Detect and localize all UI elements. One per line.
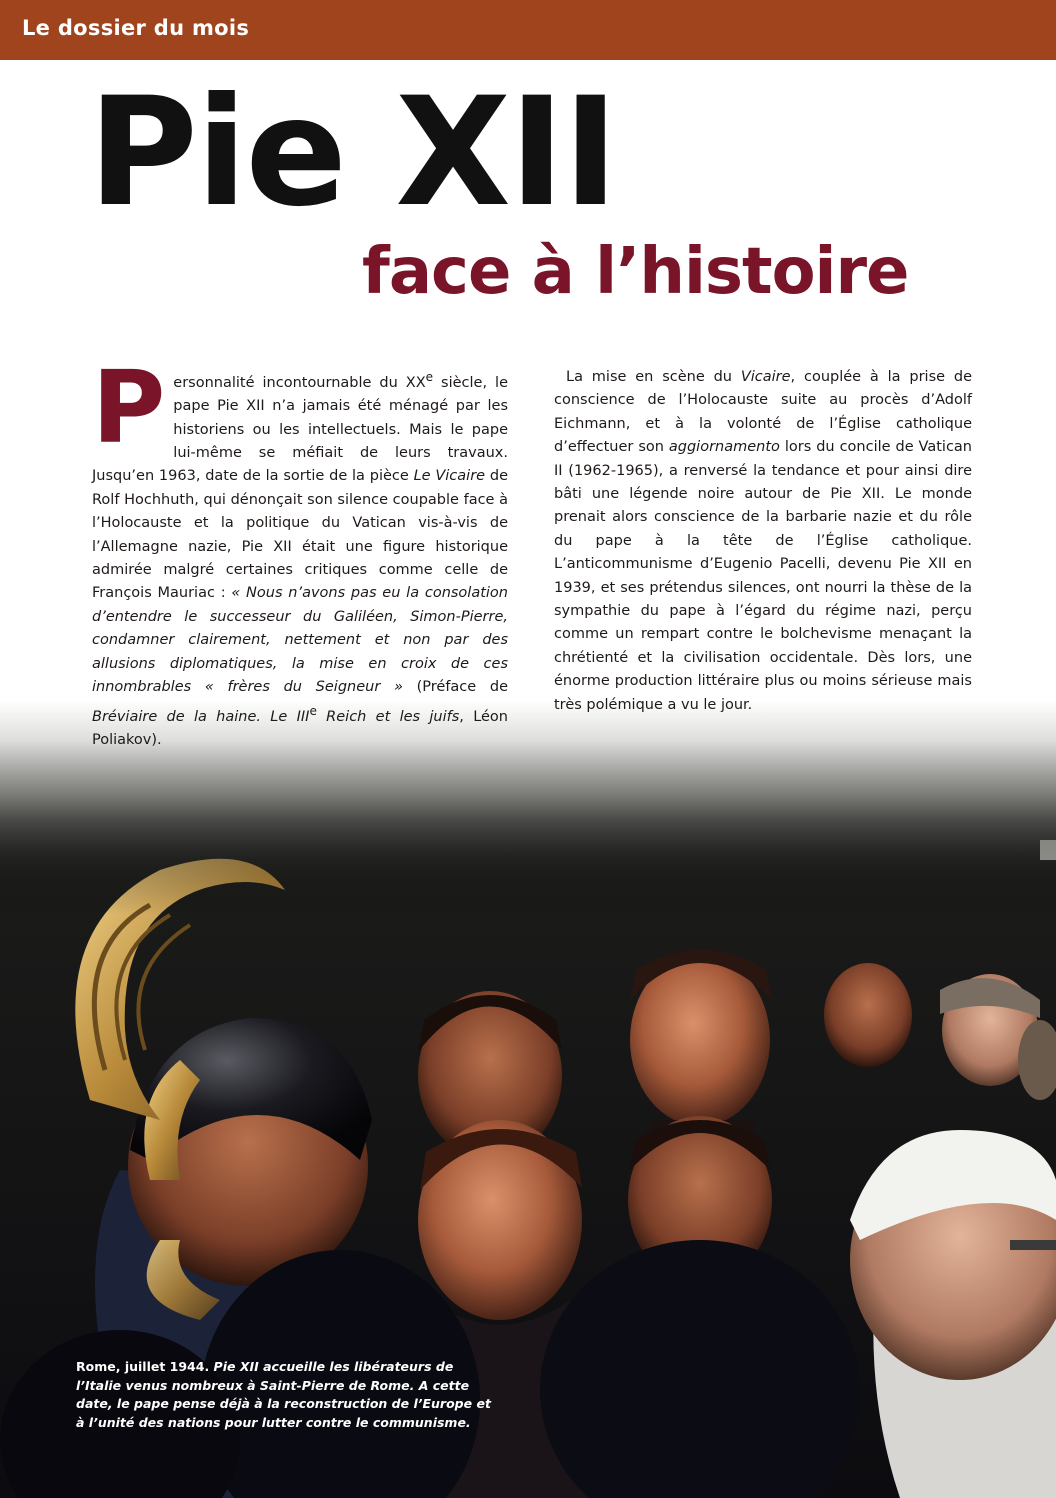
article-subtitle: face à l’histoire — [362, 235, 909, 309]
article-column-right — [554, 366, 972, 717]
photo-caption: Rome, juillet 1944. Pie XII accueille les libérateurs de l’Italie venus nombreux à Saint-Pierre de Rome. A cette date, le pape pense déjà à la reconstruction de l’Europe et à l’unité des nations pour lutter contre le communisme. — [76, 1359, 491, 1430]
article-column-left — [92, 349, 509, 752]
article-title: Pie XII — [88, 66, 617, 240]
body-paragraph: La mise en scène du Vicaire, couplée à la prise de conscience de l’Holocauste suite au procès d’Adolf Eichmann, et à la volonté de l’Église catholique d’effectuer son aggiornamento lors du concile de Vatican II (1962-1965), a renversé la tendance et pour ainsi dire bâti une légende noire autour de Pie XII. Le monde prenait alors conscience de la barbarie nazie et du rôle du pape à la tête de l’Église catholique. L’anticommunisme d’Eugenio Pacelli, devenu Pie XII en 1939, et ses prétendus silences, ont nourri la thèse de la sympathie du pape à l’égard du régime nazi, perçu comme un rempart contre le bolchevisme menaçant la chrétienté et la civilisation occidentale. Dès lors, une énorme production littéraire plus ou moins sérieuse mais très polémique a vu le jour. — [554, 369, 973, 713]
section-header-band — [0, 0, 1056, 60]
intro-paragraph: ersonnalité incontournable du XXe siècle, le pape Pie XII n’a jamais été ménagé par les historiens ou les intellectuels. Mais le pape lui-même se méfiait de leurs travaux. Jusqu’en 1963, date de la sortie de la pièce Le Vicaire de Rolf Hochhuth, qui dénonçait son silence coupable face à l’Holocauste et la politique du Vatican vis-à-vis de l’Allemagne nazie, Pie XII était une figure historique admirée malgré certaines critiques comme celle de François Mauriac : « Nous n’avons pas eu la consolation d’entendre le successeur du Galiléen, Simon-Pierre, condamner clairement, nettement et non par des allusions diplomatiques, la mise en croix de ces innombrables « frères du Seigneur » (Préface de Bréviaire de la haine. Le IIIe Reich et les juifs, Léon Poliakov). — [92, 370, 509, 748]
drop-cap: P — [92, 349, 166, 466]
section-label: Le dossier du mois — [22, 16, 250, 40]
